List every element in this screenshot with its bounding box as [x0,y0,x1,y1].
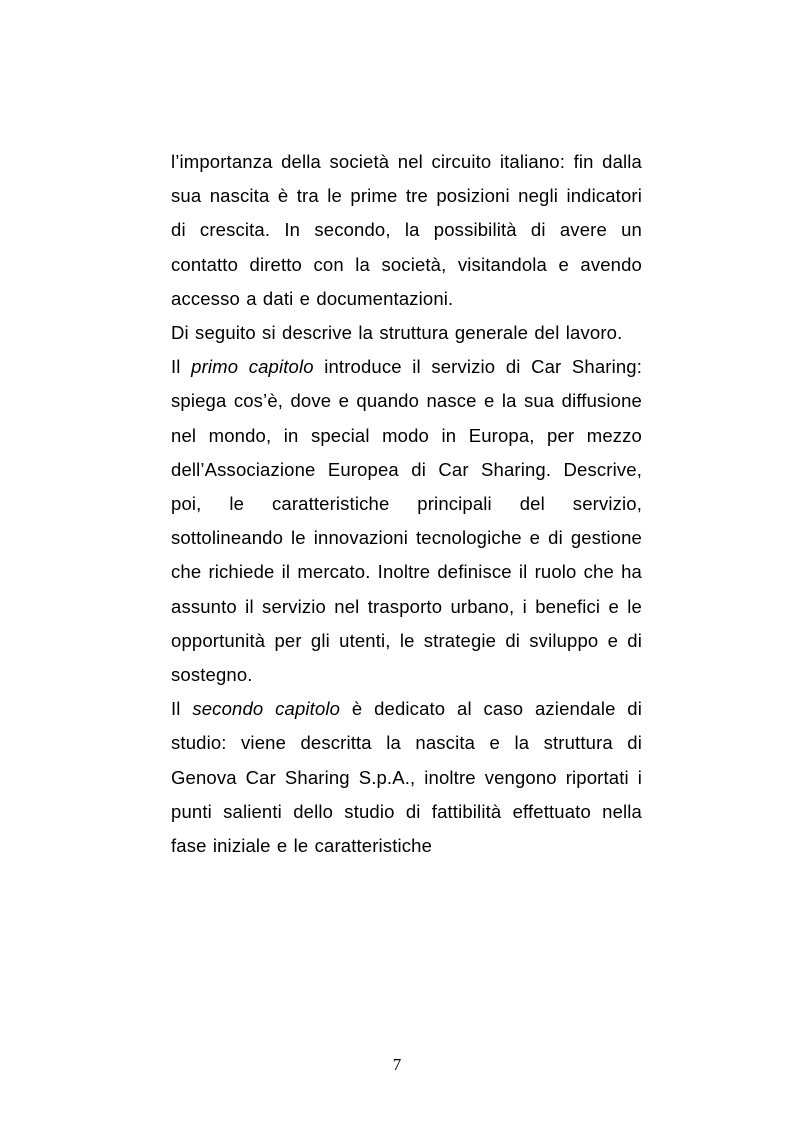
paragraph-1 [171,145,642,316]
paragraph-3-intro: Il [171,356,192,378]
paragraph-3 [171,350,642,692]
paragraph-4 [171,692,642,863]
paragraph-2-text: Di seguito si descrive la struttura generale del lavoro. [171,322,623,344]
paragraph-4-emphasis: secondo capitolo [192,698,341,720]
paragraph-2 [171,316,642,350]
paragraph-1-text: l’importanza della società nel circuito italiano: fin dalla sua nascita è tra le prime tre posizioni negli indicatori di crescita. In secondo, la possibilità di avere un contatto diretto con la società, visitandola e avendo accesso a dati e documentazioni. [171,151,642,309]
page-number: 7 [392,1055,402,1074]
paragraph-4-intro: Il [171,698,193,720]
paragraph-4-text: è dedicato al caso aziendale di studio: viene descritta la nascita e la struttura di Genova Car Sharing S.p.A., inoltre vengono riportati i punti salienti dello studio di fattibilità effettuato nella fase iniziale e le caratteristiche [171,698,643,857]
paragraph-3-text: introduce il servizio di Car Sharing: spiega cos’è, dove e quando nasce e la sua diffusione nel mondo, in special modo in Europa, per mezzo dell’Associazione Europea di Car Sharing. Descrive, poi, le caratteristiche principali del servizio, sottolineando le innovazioni tecnologiche e di gestione che richiede il mercato. Inoltre definisce il ruolo che ha assunto il servizio nel trasporto urbano, i benefici e le opportunità per gli utenti, le strategie di sviluppo e di sostegno. [171,356,643,686]
paragraph-3-emphasis: primo capitolo [191,356,314,378]
body-text [171,145,642,863]
